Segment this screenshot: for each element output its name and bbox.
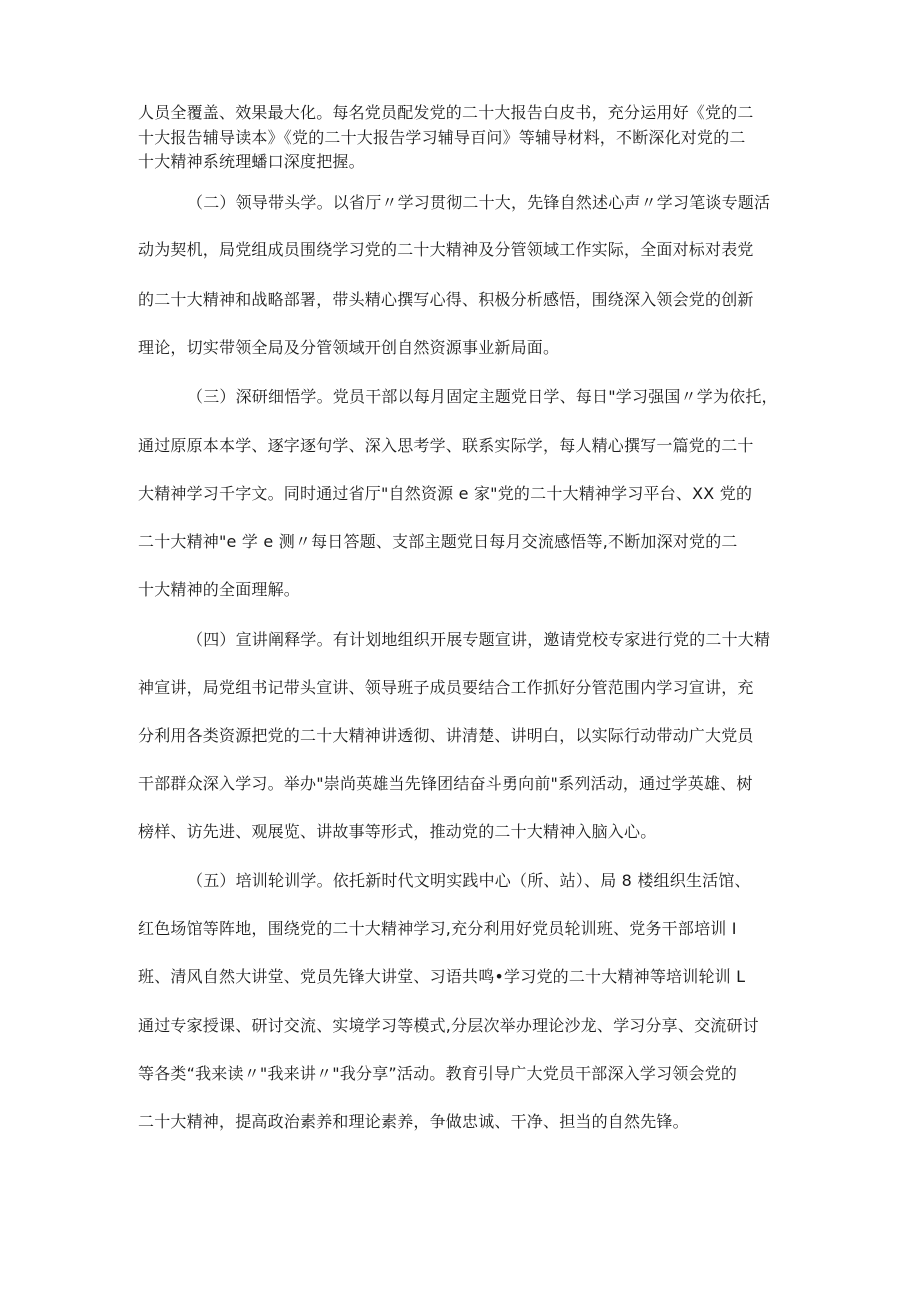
intro-line-3: 十大精神系统理蟠口深度把握。 bbox=[138, 152, 365, 171]
section-5-line-5: 等各类“我来读〃"我来讲〃"我分享”活动。教育引导广大党员干部深入学习领会党的 bbox=[138, 1064, 738, 1083]
section-5-line-1: （五）培训轮训学。依托新时代文明实践中心（所、站）、局 8 楼组织生活馆、 bbox=[187, 871, 751, 890]
section-3-line-5: 十大精神的全面理解。 bbox=[138, 580, 301, 599]
intro-line-2: 十大报告辅导读本》《党的二十大报告学习辅导百问》等辅导材料，不断深化对党的二 bbox=[138, 128, 746, 147]
section-4-line-1: （四）宣讲阐释学。有计划地组织开展专题宣讲，邀请党校专家进行党的二十大精 bbox=[187, 630, 771, 649]
section-4-line-4: 干部群众深入学习。举办"崇尚英雄当先锋团结奋斗勇向前"系列活动，通过学英雄、树 bbox=[138, 774, 753, 793]
section-3-line-3: 大精神学习千字文。同时通过省厅"自然资源 e 家"党的二十大精神学习平台、XX 党的 bbox=[138, 484, 753, 503]
section-4-line-2: 神宣讲，局党组书记带头宣讲、领导班子成员要结合工作抓好分管范围内学习宣讲，充 bbox=[138, 678, 754, 697]
section-3-line-1: （三）深研细悟学。党员干部以每月固定主题党日学、每日"学习强国〃学为依托， bbox=[187, 387, 778, 406]
section-4-line-5: 榜样、访先进、观展览、讲故事等形式，推动党的二十大精神入脑入心。 bbox=[138, 822, 657, 841]
section-2-line-4: 理论，切实带领全局及分管领域开创自然资源事业新局面。 bbox=[138, 338, 560, 357]
section-4-line-3: 分利用各类资源把党的二十大精神讲透彻、讲清楚、讲明白，以实际行动带动广大党员 bbox=[138, 726, 754, 745]
section-5-line-3: 班、清风自然大讲堂、党员先锋大讲堂、习语共鸣•学习党的二十大精神等培训轮训 L bbox=[138, 967, 746, 986]
section-2-line-1: （二）领导带头学。以省厅〃学习贯彻二十大，先锋自然述心声〃学习笔谈专题活 bbox=[187, 193, 771, 212]
section-2-line-3: 的二十大精神和战略部署，带头精心撰写心得、积极分析感悟，围绕深入领会党的创新 bbox=[138, 290, 754, 309]
section-5-line-2: 红色场馆等阵地，围绕党的二十大精神学习,充分利用好党员轮训班、党务干部培训 I bbox=[138, 919, 737, 938]
section-3-line-4: 二十大精神"e 学 e 测〃每日答题、支部主题党日每月交流感悟等,不断加深对党的二 bbox=[138, 532, 738, 551]
intro-line-1: 人员全覆盖、效果最大化。每名党员配发党的二十大报告白皮书，充分运用好《党的二 bbox=[138, 103, 754, 122]
section-3-line-2: 通过原原本本学、逐字逐句学、深入思考学、联系实际学，每人精心撰写一篇党的二十 bbox=[138, 436, 754, 455]
section-5-line-4: 通过专家授课、研讨交流、实境学习等模式,分层次举办理论沙龙、学习分享、交流研讨 bbox=[138, 1016, 759, 1035]
section-5-line-6: 二十大精神，提高政治素养和理论素养，争做忠诚、干净、担当的自然先锋。 bbox=[138, 1112, 689, 1131]
section-2-line-2: 动为契机，局党组成员围绕学习党的二十大精神及分管领域工作实际，全面对标对表党 bbox=[138, 240, 754, 259]
